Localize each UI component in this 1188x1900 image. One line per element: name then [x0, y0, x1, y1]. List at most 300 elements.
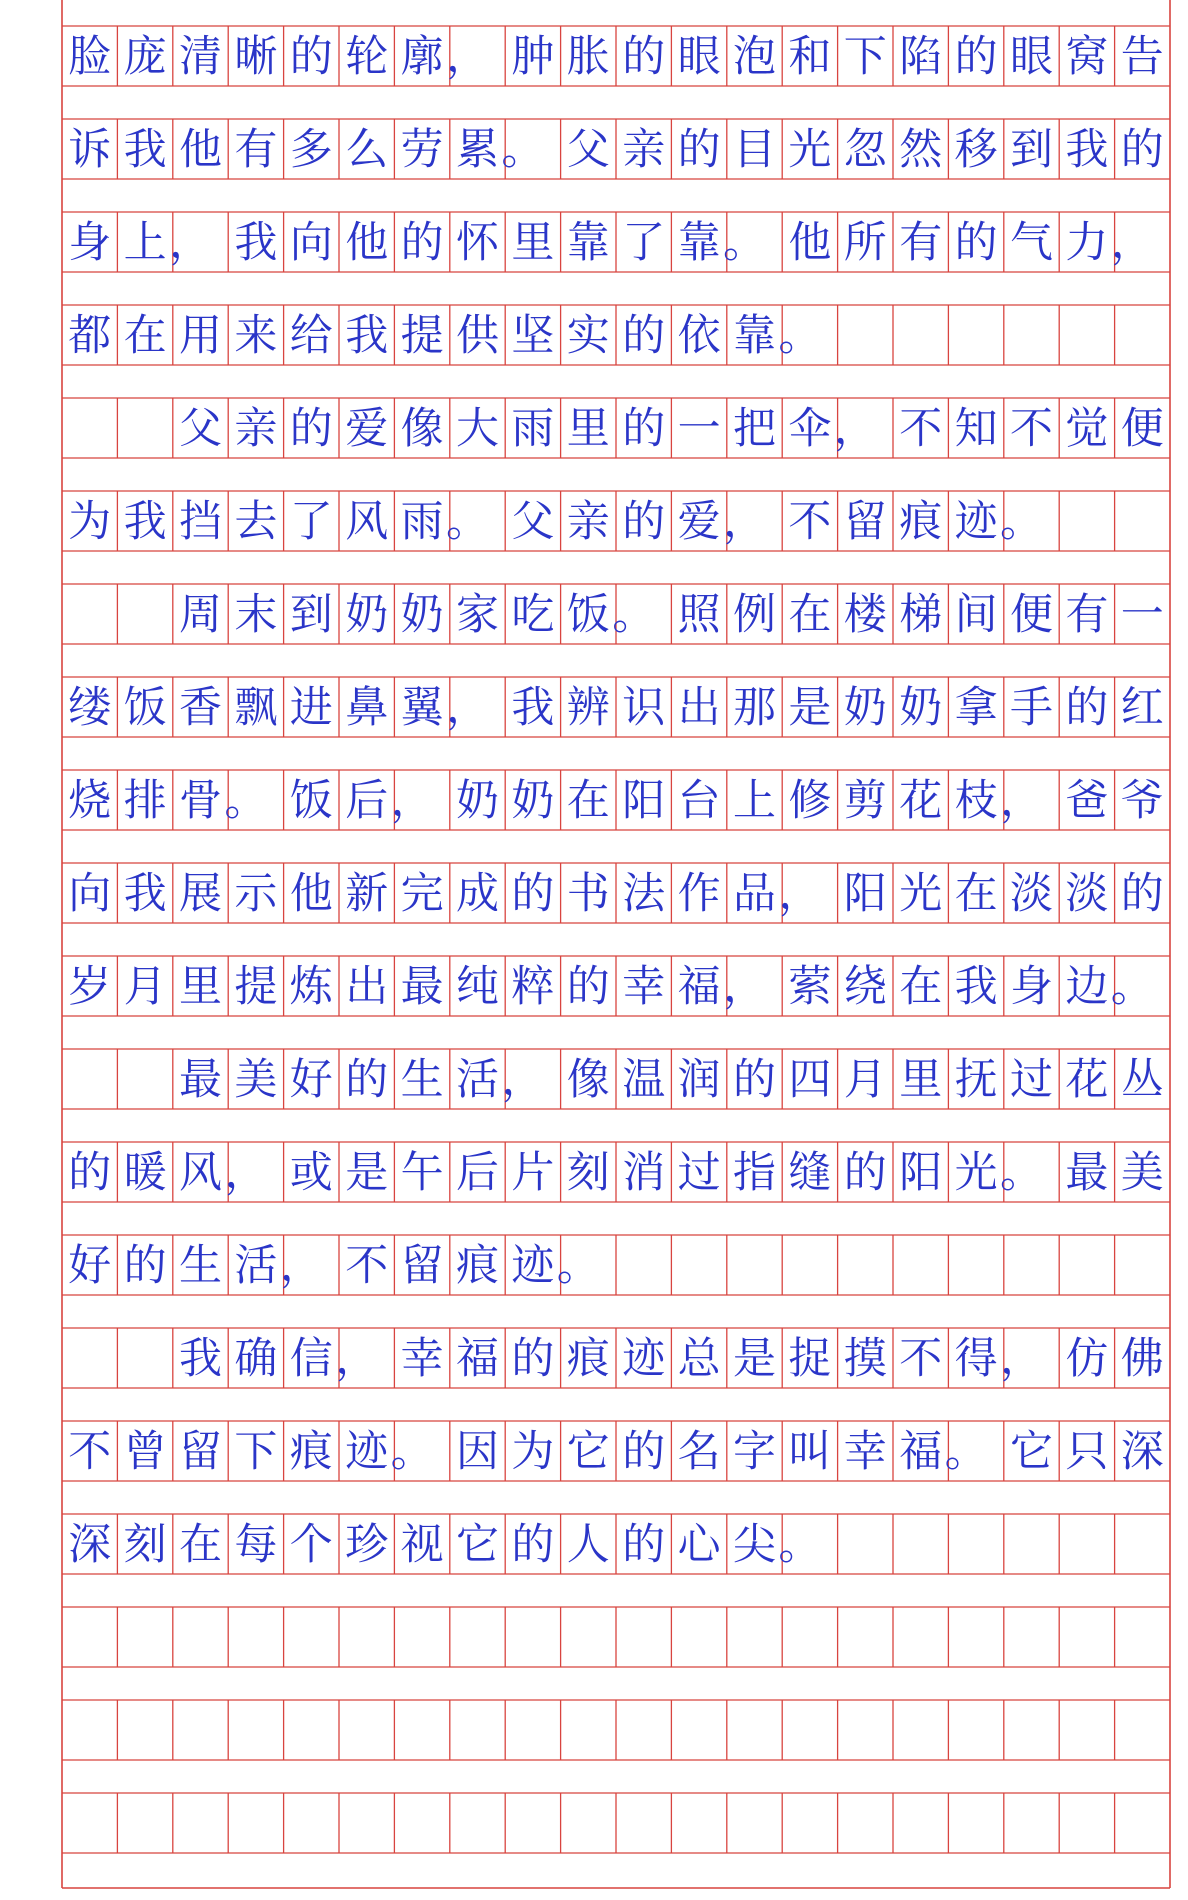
grid-character: 上 — [123, 218, 167, 268]
grid-character: ， — [446, 32, 489, 82]
grid-character: 风 — [179, 1148, 222, 1198]
grid-character: 指 — [733, 1148, 776, 1198]
grid-character: 迹 — [345, 1427, 389, 1477]
grid-character: 它 — [1010, 1427, 1053, 1477]
grid-character: 来 — [234, 311, 278, 361]
grid-character: 的 — [511, 1334, 555, 1384]
grid-character: 下 — [843, 32, 887, 82]
grid-character: 月 — [843, 1055, 887, 1105]
grid-character: 饭 — [289, 776, 333, 826]
grid-character: 所 — [843, 218, 887, 268]
grid-character: 楼 — [843, 590, 887, 640]
grid-character: 靠 — [733, 311, 776, 361]
grid-character: 照 — [677, 590, 721, 640]
grid-character: 迹 — [511, 1241, 555, 1291]
grid-character: 雨 — [511, 404, 555, 454]
grid-character: 晰 — [234, 32, 278, 82]
grid-character: 靠 — [566, 218, 610, 268]
grid-character: 幸 — [400, 1334, 444, 1384]
grid-character: 。 — [944, 1427, 988, 1477]
grid-character: 福 — [456, 1334, 499, 1384]
grid-character: ， — [279, 1241, 323, 1291]
grid-character: 身 — [68, 218, 112, 268]
grid-character: ， — [723, 497, 766, 547]
grid-character: 我 — [179, 1334, 222, 1384]
grid-character: 多 — [289, 125, 333, 175]
grid-character: 鼻 — [345, 683, 389, 733]
grid-character: 。 — [723, 218, 766, 268]
grid-character: 叫 — [788, 1427, 832, 1477]
grid-character: ， — [723, 962, 766, 1012]
grid-character: 的 — [622, 311, 666, 361]
grid-character: 我 — [511, 683, 555, 733]
grid-character: 不 — [68, 1427, 112, 1477]
grid-character: 累 — [456, 125, 499, 175]
grid-character: 向 — [68, 869, 112, 919]
grid-character: 便 — [1120, 404, 1164, 454]
grid-character: 。 — [1110, 962, 1154, 1012]
grid-character: 窝 — [1065, 32, 1109, 82]
grid-character: 移 — [954, 125, 998, 175]
grid-character: 淡 — [1065, 869, 1109, 919]
grid-character: 么 — [345, 125, 389, 175]
grid-character: 的 — [400, 218, 444, 268]
grid-character: 的 — [954, 32, 998, 82]
grid-character: 我 — [123, 869, 167, 919]
grid-character: 美 — [1120, 1148, 1164, 1198]
grid-character: 手 — [1010, 683, 1053, 733]
grid-character: 美 — [234, 1055, 278, 1105]
grid-character: 珍 — [345, 1520, 389, 1570]
grid-character: 午 — [400, 1148, 444, 1198]
grid-character: 怀 — [456, 218, 499, 268]
grid-character: 的 — [123, 1241, 167, 1291]
grid-character: 胀 — [566, 32, 610, 82]
grid-character: 。 — [778, 311, 822, 361]
grid-character: 里 — [566, 404, 610, 454]
grid-character: 爸 — [1065, 776, 1109, 826]
grid-character: 实 — [566, 311, 610, 361]
grid-character: 我 — [123, 497, 167, 547]
grid-character: 提 — [234, 962, 278, 1012]
grid-character: 痕 — [289, 1427, 333, 1477]
grid-character: 迹 — [622, 1334, 666, 1384]
grid-character: 不 — [345, 1241, 389, 1291]
grid-character: 依 — [677, 311, 721, 361]
grid-character: 品 — [733, 869, 776, 919]
grid-character: 的 — [622, 32, 666, 82]
grid-character: 进 — [289, 683, 333, 733]
grid-character: 他 — [289, 869, 333, 919]
grid-character: 去 — [234, 497, 278, 547]
grid-character: 一 — [677, 404, 721, 454]
grid-character: 里 — [511, 218, 555, 268]
grid-character: 气 — [1010, 218, 1053, 268]
grid-character: 亲 — [234, 404, 278, 454]
grid-character: 吃 — [511, 590, 555, 640]
grid-character: 为 — [511, 1427, 555, 1477]
grid-character: 阳 — [899, 1148, 943, 1198]
grid-character: 清 — [179, 32, 222, 82]
grid-character: 法 — [622, 869, 666, 919]
grid-character: 是 — [733, 1334, 776, 1384]
grid-character: 了 — [622, 218, 666, 268]
grid-character: 觉 — [1065, 404, 1109, 454]
grid-character: 知 — [954, 404, 998, 454]
grid-character: 枝 — [954, 776, 998, 826]
grid-character: 奶 — [456, 776, 499, 826]
grid-character: 饭 — [123, 683, 167, 733]
grid-character: 深 — [1120, 1427, 1164, 1477]
grid-character: 上 — [733, 776, 776, 826]
grid-character: ， — [501, 1055, 545, 1105]
grid-character: 暖 — [123, 1148, 167, 1198]
grid-character: 一 — [1120, 590, 1164, 640]
grid-character: 忽 — [843, 125, 887, 175]
grid-character: 生 — [400, 1055, 444, 1105]
grid-character: 福 — [677, 962, 721, 1012]
grid-character: 的 — [1120, 869, 1164, 919]
grid-character: 陷 — [899, 32, 943, 82]
grid-character: 诉 — [68, 125, 112, 175]
grid-character: 了 — [289, 497, 333, 547]
grid-character: 在 — [566, 776, 610, 826]
grid-character: 。 — [778, 1520, 822, 1570]
grid-character: 炼 — [289, 962, 333, 1012]
grid-character: ， — [335, 1334, 379, 1384]
grid-character: 那 — [733, 683, 776, 733]
grid-character: 肿 — [511, 32, 555, 82]
grid-character: ， — [224, 1148, 268, 1198]
grid-character: 大 — [456, 404, 499, 454]
grid-character: 我 — [954, 962, 998, 1012]
grid-character: 的 — [1120, 125, 1164, 175]
grid-character: 里 — [179, 962, 222, 1012]
grid-character: 里 — [899, 1055, 943, 1105]
grid-character: 挡 — [179, 497, 222, 547]
grid-character: 。 — [556, 1241, 600, 1291]
grid-character: 眼 — [1010, 32, 1053, 82]
grid-character: 下 — [234, 1427, 278, 1477]
grid-character: 在 — [123, 311, 167, 361]
grid-character: 爱 — [345, 404, 389, 454]
grid-character: 后 — [456, 1148, 499, 1198]
grid-character: 只 — [1065, 1427, 1109, 1477]
grid-character: 拿 — [954, 683, 998, 733]
grid-character: 骨 — [179, 776, 222, 826]
grid-character: 成 — [456, 869, 499, 919]
grid-character: 坚 — [511, 311, 555, 361]
grid-character: 末 — [234, 590, 278, 640]
grid-character: 亲 — [622, 125, 666, 175]
grid-character: 温 — [622, 1055, 666, 1105]
grid-character: 提 — [400, 311, 444, 361]
grid-character: 雨 — [400, 497, 444, 547]
grid-character: 轮 — [345, 32, 389, 82]
grid-character: 阳 — [843, 869, 887, 919]
grid-character: 心 — [677, 1520, 721, 1570]
grid-character: 我 — [1065, 125, 1109, 175]
grid-character: 每 — [234, 1520, 278, 1570]
grid-character: 亲 — [566, 497, 610, 547]
grid-character: 的 — [622, 1427, 666, 1477]
grid-character: 在 — [954, 869, 998, 919]
grid-character: 像 — [566, 1055, 610, 1105]
grid-character: 确 — [234, 1334, 278, 1384]
grid-character: 迹 — [954, 497, 998, 547]
grid-character: 的 — [843, 1148, 887, 1198]
grid-character: 眼 — [677, 32, 721, 82]
grid-character: 光 — [954, 1148, 998, 1198]
grid-character: ， — [1110, 218, 1154, 268]
grid-character: 视 — [400, 1520, 444, 1570]
grid-character: 摸 — [843, 1334, 887, 1384]
grid-character: 佛 — [1120, 1334, 1164, 1384]
grid-character: 消 — [622, 1148, 666, 1198]
grid-character: 缝 — [788, 1148, 832, 1198]
grid-character: 他 — [345, 218, 389, 268]
grid-character: 完 — [400, 869, 444, 919]
grid-character: 作 — [677, 869, 721, 919]
grid-character: 在 — [179, 1520, 222, 1570]
grid-character: 人 — [566, 1520, 610, 1570]
grid-character: 后 — [345, 776, 389, 826]
grid-character: 供 — [456, 311, 499, 361]
grid-character: 为 — [68, 497, 112, 547]
grid-character: 他 — [179, 125, 222, 175]
grid-character: ， — [390, 776, 434, 826]
grid-character: 烧 — [68, 776, 112, 826]
grid-character: 靠 — [677, 218, 721, 268]
grid-character: 翼 — [400, 683, 444, 733]
grid-character: 。 — [612, 590, 656, 640]
grid-character: 的 — [622, 497, 666, 547]
grid-character: 深 — [68, 1520, 112, 1570]
grid-character: 缕 — [68, 683, 112, 733]
grid-character: 识 — [622, 683, 666, 733]
grid-character: 阳 — [622, 776, 666, 826]
grid-character: 光 — [788, 125, 832, 175]
grid-character: 的 — [677, 125, 721, 175]
grid-character: 最 — [179, 1055, 222, 1105]
grid-character: 奶 — [843, 683, 887, 733]
grid-character: 都 — [68, 311, 112, 361]
grid-character: 爱 — [677, 497, 721, 547]
grid-character: 活 — [234, 1241, 278, 1291]
grid-character: 辨 — [566, 683, 610, 733]
grid-character: 不 — [899, 404, 943, 454]
grid-character: 的 — [345, 1055, 389, 1105]
grid-character: 留 — [843, 497, 887, 547]
grid-character: 萦 — [788, 962, 832, 1012]
grid-character: 告 — [1120, 32, 1164, 82]
grid-character: 到 — [1010, 125, 1053, 175]
grid-character: 不 — [1010, 404, 1053, 454]
grid-character: 纯 — [456, 962, 499, 1012]
grid-character: 出 — [677, 683, 721, 733]
grid-character: 好 — [289, 1055, 333, 1105]
grid-character: 。 — [1000, 1148, 1043, 1198]
grid-character: 排 — [123, 776, 167, 826]
grid-character: 饭 — [566, 590, 610, 640]
grid-character: 我 — [123, 125, 167, 175]
grid-character: 粹 — [511, 962, 555, 1012]
grid-character: 。 — [224, 776, 268, 826]
grid-character: 活 — [456, 1055, 499, 1105]
grid-character: 飘 — [234, 683, 278, 733]
grid-character: 家 — [456, 590, 499, 640]
grid-character: 好 — [68, 1241, 112, 1291]
grid-character: 台 — [677, 776, 721, 826]
grid-character: 的 — [289, 404, 333, 454]
grid-character: 它 — [566, 1427, 610, 1477]
grid-character: 书 — [566, 869, 610, 919]
grid-character: 刻 — [123, 1520, 167, 1570]
grid-character: 把 — [733, 404, 776, 454]
grid-character: 是 — [345, 1148, 389, 1198]
grid-character: 。 — [1000, 497, 1043, 547]
grid-character: 有 — [234, 125, 278, 175]
grid-character: 我 — [345, 311, 389, 361]
grid-character: 的 — [1065, 683, 1109, 733]
grid-character: 生 — [179, 1241, 222, 1291]
grid-character: 间 — [954, 590, 998, 640]
grid-character: 留 — [179, 1427, 222, 1477]
grid-character: 它 — [456, 1520, 499, 1570]
grid-character: 向 — [289, 218, 333, 268]
grid-character: ， — [446, 683, 489, 733]
grid-character: 捉 — [788, 1334, 832, 1384]
grid-character: 目 — [733, 125, 776, 175]
grid-character: 幸 — [622, 962, 666, 1012]
grid-character: 泡 — [733, 32, 776, 82]
grid-character: 最 — [400, 962, 444, 1012]
grid-character: 周 — [179, 590, 222, 640]
grid-character: 有 — [899, 218, 943, 268]
grid-character: 不 — [899, 1334, 943, 1384]
grid-character: 四 — [788, 1055, 832, 1105]
grid-character: 福 — [899, 1427, 943, 1477]
grid-character: 像 — [400, 404, 444, 454]
grid-character: 和 — [788, 32, 832, 82]
grid-character: 例 — [733, 590, 776, 640]
grid-character: 的 — [68, 1148, 112, 1198]
grid-character: 到 — [289, 590, 333, 640]
grid-character: 过 — [1010, 1055, 1053, 1105]
grid-character: 淡 — [1010, 869, 1053, 919]
grid-character: 脸 — [68, 32, 112, 82]
grid-character: 的 — [511, 869, 555, 919]
grid-character: 岁 — [68, 962, 112, 1012]
grid-character: 字 — [733, 1427, 776, 1477]
grid-character: 总 — [677, 1334, 721, 1384]
grid-character: 庞 — [123, 32, 167, 82]
grid-character: 有 — [1065, 590, 1109, 640]
grid-character: 是 — [788, 683, 832, 733]
grid-character: 的 — [622, 404, 666, 454]
grid-character: 风 — [345, 497, 389, 547]
grid-character: ， — [1000, 1334, 1043, 1384]
grid-character: 梯 — [899, 590, 943, 640]
grid-character: 父 — [566, 125, 610, 175]
grid-character: 修 — [788, 776, 832, 826]
grid-character: 父 — [511, 497, 555, 547]
grid-character: 痕 — [566, 1334, 610, 1384]
grid-character: 。 — [501, 125, 545, 175]
grid-character: 痕 — [456, 1241, 499, 1291]
grid-character: 用 — [179, 311, 222, 361]
grid-character: 尖 — [733, 1520, 776, 1570]
grid-character: 剪 — [843, 776, 887, 826]
grid-character: ， — [1000, 776, 1043, 826]
grid-character: 幸 — [843, 1427, 887, 1477]
grid-character: 花 — [1065, 1055, 1109, 1105]
grid-character: 痕 — [899, 497, 943, 547]
grid-character: 展 — [179, 869, 222, 919]
grid-character: 的 — [511, 1520, 555, 1570]
grid-character: 在 — [899, 962, 943, 1012]
grid-character: 绕 — [843, 962, 887, 1012]
grid-character: 名 — [677, 1427, 721, 1477]
grid-character: 仿 — [1065, 1334, 1109, 1384]
grid-character: 过 — [677, 1148, 721, 1198]
grid-character: 伞 — [788, 404, 832, 454]
grid-character: 奶 — [400, 590, 444, 640]
grid-character: 然 — [899, 125, 943, 175]
grid-character: ， — [778, 869, 822, 919]
grid-character: 或 — [289, 1148, 333, 1198]
grid-character: 丛 — [1120, 1055, 1164, 1105]
grid-character: 的 — [566, 962, 610, 1012]
grid-character: 的 — [289, 32, 333, 82]
grid-character: 他 — [788, 218, 832, 268]
grid-character: ， — [833, 404, 877, 454]
grid-character: 劳 — [400, 125, 444, 175]
grid-character: 留 — [400, 1241, 444, 1291]
grid-character: 月 — [123, 962, 167, 1012]
grid-character: 我 — [234, 218, 278, 268]
grid-character: 花 — [899, 776, 943, 826]
grid-character: 的 — [622, 1520, 666, 1570]
grid-character: 的 — [954, 218, 998, 268]
grid-character: 不 — [788, 497, 832, 547]
grid-character: 身 — [1010, 962, 1053, 1012]
grid-character: 廓 — [400, 32, 444, 82]
grid-character: ， — [169, 218, 212, 268]
grid-character: 奶 — [511, 776, 555, 826]
grid-character: 得 — [954, 1334, 998, 1384]
grid-character: 曾 — [123, 1427, 167, 1477]
grid-character: 出 — [345, 962, 389, 1012]
grid-character: 给 — [289, 311, 333, 361]
grid-character: 最 — [1065, 1148, 1109, 1198]
grid-character: 爷 — [1120, 776, 1164, 826]
grid-lines — [62, 0, 1170, 1888]
grid-character: 便 — [1010, 590, 1053, 640]
grid-character: 片 — [511, 1148, 555, 1198]
grid-character: 刻 — [566, 1148, 610, 1198]
grid-character: 。 — [446, 497, 489, 547]
grid-character: 示 — [234, 869, 278, 919]
grid-character: 因 — [456, 1427, 499, 1477]
grid-character: 抚 — [954, 1055, 998, 1105]
grid-character: 润 — [677, 1055, 721, 1105]
grid-character: 边 — [1065, 962, 1109, 1012]
grid-character: 光 — [899, 869, 943, 919]
grid-character: 新 — [345, 869, 389, 919]
grid-character: 的 — [733, 1055, 776, 1105]
grid-character: 力 — [1065, 218, 1109, 268]
